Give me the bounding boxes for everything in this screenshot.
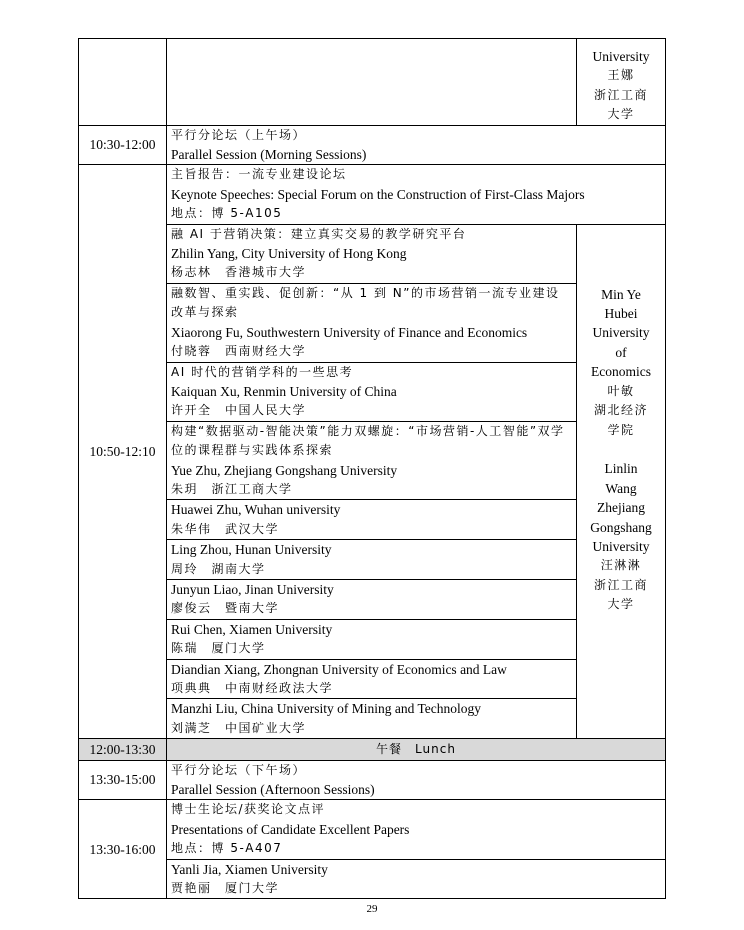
talk-cell bbox=[167, 362, 577, 421]
chair2-line4: Gongshang bbox=[590, 519, 652, 535]
chair2-line2: Wang bbox=[605, 480, 637, 496]
morning-session-cell bbox=[167, 125, 666, 165]
talk-speaker-cn: 周玲 湖南大学 bbox=[171, 561, 266, 576]
talk-speaker: Ling Zhou, Hunan University bbox=[171, 542, 332, 558]
chair-linlin-wang bbox=[581, 459, 661, 614]
morning-title-en: Parallel Session (Morning Sessions) bbox=[171, 147, 367, 163]
chair1-line1: Min Ye bbox=[601, 286, 641, 302]
afternoon-session-cell bbox=[167, 760, 666, 800]
chair1-line4: of bbox=[615, 344, 627, 360]
talk-cell bbox=[167, 579, 577, 619]
talk-cell bbox=[167, 659, 577, 699]
schedule-table bbox=[78, 38, 666, 899]
talk-speaker: Diandian Xiang, Zhongnan University of Economics and Law bbox=[171, 661, 507, 677]
phd-title-cn: 博士生论坛/获奖论文点评 bbox=[171, 802, 326, 817]
talk-title: 融 AI 于营销决策：建立真实交易的教学研究平台 bbox=[171, 226, 467, 241]
talk-speaker: Yue Zhu, Zhejiang Gongshang University bbox=[171, 462, 398, 478]
phd-header-row bbox=[79, 800, 666, 859]
chair2-line3: Zhejiang bbox=[597, 500, 645, 516]
lunch-time: 12:00-13:30 bbox=[79, 739, 167, 760]
phd-speaker: Yanli Jia, Xiamen University bbox=[171, 861, 328, 877]
talk-title: AI 时代的营销学科的一些思考 bbox=[171, 364, 354, 379]
talk-cell bbox=[167, 224, 577, 283]
afternoon-time: 13:30-15:00 bbox=[79, 760, 167, 800]
phd-speaker-row bbox=[79, 859, 666, 899]
chair1-line2: Hubei bbox=[604, 306, 638, 322]
talk-cell bbox=[167, 699, 577, 739]
chair-cn-name: 王娜 bbox=[607, 68, 635, 83]
keynote-chairs-cell bbox=[577, 224, 666, 739]
talk-speaker-cn: 陈瑞 厦门大学 bbox=[171, 641, 266, 656]
continuation-row bbox=[79, 39, 666, 126]
talk-cell bbox=[167, 283, 577, 362]
keynote-title-cn: 主旨报告：一流专业建设论坛 bbox=[171, 167, 347, 182]
talk-title: 融数智、重实践、促创新：“从 1 到 N”的市场营销一流专业建设改革与探索 bbox=[171, 285, 560, 320]
talk-title: 构建“数据驱动-智能决策”能力双螺旋：“市场营销-人工智能”双学位的课程群与实践体系探索 bbox=[171, 423, 565, 458]
time-cell-empty bbox=[79, 39, 167, 126]
talk-row bbox=[79, 224, 666, 283]
talk-speaker-cn: 许开全 中国人民大学 bbox=[171, 403, 307, 418]
talk-speaker-cn: 付晓蓉 西南财经大学 bbox=[171, 344, 307, 359]
chair1-line3: University bbox=[592, 325, 650, 341]
morning-session-row bbox=[79, 125, 666, 165]
lunch-row bbox=[79, 739, 666, 760]
morning-time: 10:30-12:00 bbox=[79, 125, 167, 165]
talk-cell bbox=[167, 540, 577, 580]
talk-speaker-cn: 项典典 中南财经政法大学 bbox=[171, 681, 334, 695]
chair1-cn-org2: 学院 bbox=[607, 422, 635, 437]
afternoon-title-cn: 平行分论坛（下午场） bbox=[171, 762, 307, 777]
chair-cn-org: 浙江工商大学 bbox=[593, 87, 648, 122]
phd-speaker-cell bbox=[167, 859, 666, 899]
chair2-line1: Linlin bbox=[604, 461, 638, 477]
chair-en: University bbox=[592, 49, 650, 64]
chair1-cn-name: 叶敏 bbox=[607, 383, 635, 398]
chair1-line5: Economics bbox=[591, 364, 651, 380]
phd-location: 地点：博 5-A407 bbox=[171, 841, 283, 856]
talk-cell bbox=[167, 421, 577, 500]
chair2-line5: University bbox=[592, 538, 650, 554]
talk-speaker: Junyun Liao, Jinan University bbox=[171, 581, 334, 597]
chair2-cn-name: 汪淋淋 bbox=[600, 558, 642, 573]
afternoon-title-en: Parallel Session (Afternoon Sessions) bbox=[171, 782, 375, 798]
talk-cell bbox=[167, 619, 577, 659]
keynote-header-cell bbox=[167, 165, 666, 224]
talk-speaker-cn: 廖俊云 暨南大学 bbox=[171, 601, 280, 616]
talk-speaker-cn: 朱华伟 武汉大学 bbox=[171, 521, 280, 536]
phd-speaker-cn: 贾艳丽 厦门大学 bbox=[171, 881, 280, 896]
keynote-time: 10:50-12:10 bbox=[79, 165, 167, 739]
talk-speaker-cn: 朱玥 浙江工商大学 bbox=[171, 481, 293, 496]
content-cell-empty bbox=[167, 39, 577, 126]
talk-speaker-cn: 杨志林 香港城市大学 bbox=[171, 265, 307, 280]
talk-speaker: Xiaorong Fu, Southwestern University of Finance and Economics bbox=[171, 324, 528, 340]
talk-speaker: Huawei Zhu, Wuhan university bbox=[171, 502, 341, 518]
phd-header-cell bbox=[167, 800, 666, 859]
keynote-title-en: Keynote Speeches: Special Forum on the Construction of First-Class Majors bbox=[171, 186, 585, 202]
talk-speaker: Kaiquan Xu, Renmin University of China bbox=[171, 383, 397, 399]
keynote-location: 地点：博 5-A105 bbox=[171, 206, 283, 221]
phd-time: 13:30-16:00 bbox=[79, 800, 167, 899]
afternoon-session-row bbox=[79, 760, 666, 800]
morning-title-cn: 平行分论坛（上午场） bbox=[171, 127, 307, 142]
chair-min-ye bbox=[581, 285, 661, 440]
talk-speaker: Rui Chen, Xiamen University bbox=[171, 621, 333, 637]
chair2-cn-org2: 大学 bbox=[607, 597, 635, 612]
chair1-cn-org1: 湖北经济 bbox=[593, 403, 648, 418]
lunch-text: 午餐 Lunch bbox=[376, 742, 456, 757]
phd-title-en: Presentations of Candidate Excellent Papers bbox=[171, 821, 410, 837]
talk-speaker: Manzhi Liu, China University of Mining and Technology bbox=[171, 701, 482, 717]
talk-speaker-cn: 刘满芝 中国矿业大学 bbox=[171, 720, 307, 735]
chair2-cn-org1: 浙江工商 bbox=[593, 577, 648, 592]
keynote-header-row bbox=[79, 165, 666, 224]
talk-cell bbox=[167, 500, 577, 540]
lunch-label bbox=[167, 739, 666, 760]
talk-speaker: Zhilin Yang, City University of Hong Kong bbox=[171, 246, 407, 262]
chair-cell-top bbox=[577, 39, 666, 126]
page-number: 29 bbox=[366, 903, 378, 915]
